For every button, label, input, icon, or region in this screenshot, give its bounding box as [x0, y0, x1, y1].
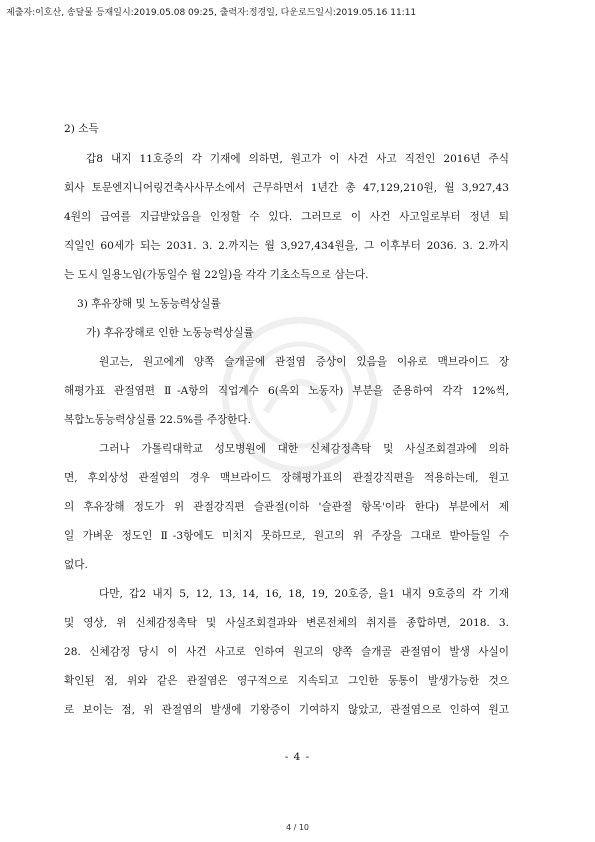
page-counter: 4 / 10: [285, 823, 310, 832]
submission-header: 제출자:이호산, 송달물 등재일시:2019.05.08 09:25, 출력자:정경일, 다운로드일시:2019.05.16 11:11: [6, 8, 417, 18]
income-paragraph-line: 는 도시 일용노임(가동일수 월 22일)을 각각 기초소득으로 삼는다.: [64, 269, 369, 281]
plaintiff-claim-line: 해평가표 관절염편 Ⅱ-A항의 직업계수 6(옥외 노동자) 부분을 준용하여 각각 12%씩,: [64, 385, 509, 397]
however-paragraph-line: 및 영상, 위 신체감정촉탁 및 사실조회결과와 변론전체의 취지를 종합하면, 2018. 3.: [64, 617, 509, 629]
disability-subsection-heading: 가) 후유장해로 인한 노동능력상실률: [86, 327, 254, 339]
income-paragraph-line: 4원의 급여를 지급받았음을 인정할 수 있다. 그러므로 이 사건 사고일로부터 정년 퇴: [64, 211, 509, 223]
hospital-result-line: 면, 후외상성 관절염의 경우 맥브라이드 장해평가표의 관절강직편을 적용하는데, 원고: [64, 472, 509, 484]
hospital-result-line: 일 가벼운 정도인 Ⅱ-3항에도 미치지 못하므로, 원고의 위 주장을 그대로 받아들일 수: [64, 530, 509, 542]
disability-section-heading: 3) 후유장해 및 노동능력상실률: [77, 298, 221, 310]
hospital-result-line: 그러나 가톨릭대학교 성모병원에 대한 신체감정촉탁 및 사실조회결과에 의하: [99, 443, 509, 455]
however-paragraph-line: 확인된 점, 위와 같은 관절염은 영구적으로 지속되고 그인한 동통이 발생가능한 것으: [64, 675, 509, 687]
plaintiff-claim-line: 복합노동능력상실률 22.5%를 주장한다.: [64, 414, 252, 426]
page-number: - 4 -: [284, 751, 311, 763]
plaintiff-claim-line: 원고는, 원고에게 양쪽 슬개골에 관절염 증상이 있음을 이유로 맥브라이드 장: [99, 356, 509, 368]
however-paragraph-line: 다만, 갑2 내지 5, 12, 13, 14, 16, 18, 19, 20호증, 을1 내지 9호증의 각 기재: [99, 588, 509, 600]
income-paragraph-line: 직일인 60세가 되는 2031. 3. 2.까지는 월 3,927,434원을, 그 이후부터 2036. 3. 2.까지: [64, 240, 509, 252]
income-section-heading: 2) 소득: [64, 123, 99, 135]
hospital-result-line: 없다.: [64, 559, 88, 571]
hospital-result-line: 의 후유장해 정도가 위 관절강직편 슬관절(이하 '슬관절 항목'이라 한다) 부분에서 제: [64, 501, 509, 513]
however-paragraph-line: 로 보이는 점, 위 관절염의 발생에 기왕증이 기여하지 않았고, 관절염으로 인하여 원고: [64, 704, 509, 716]
however-paragraph-line: 28. 신체감정 당시 이 사건 사고로 인하여 원고의 양쪽 슬개골 관절염이 발생 사실이: [64, 646, 509, 658]
income-paragraph-line: 회사 토문엔지니어링건축사사무소에서 근무하면서 1년간 총 47,129,210원, 월 3,927,43: [64, 182, 509, 194]
income-paragraph-line: 갑8 내지 11호증의 각 기재에 의하면, 원고가 이 사건 사고 직전인 2016년 주식: [86, 153, 509, 165]
